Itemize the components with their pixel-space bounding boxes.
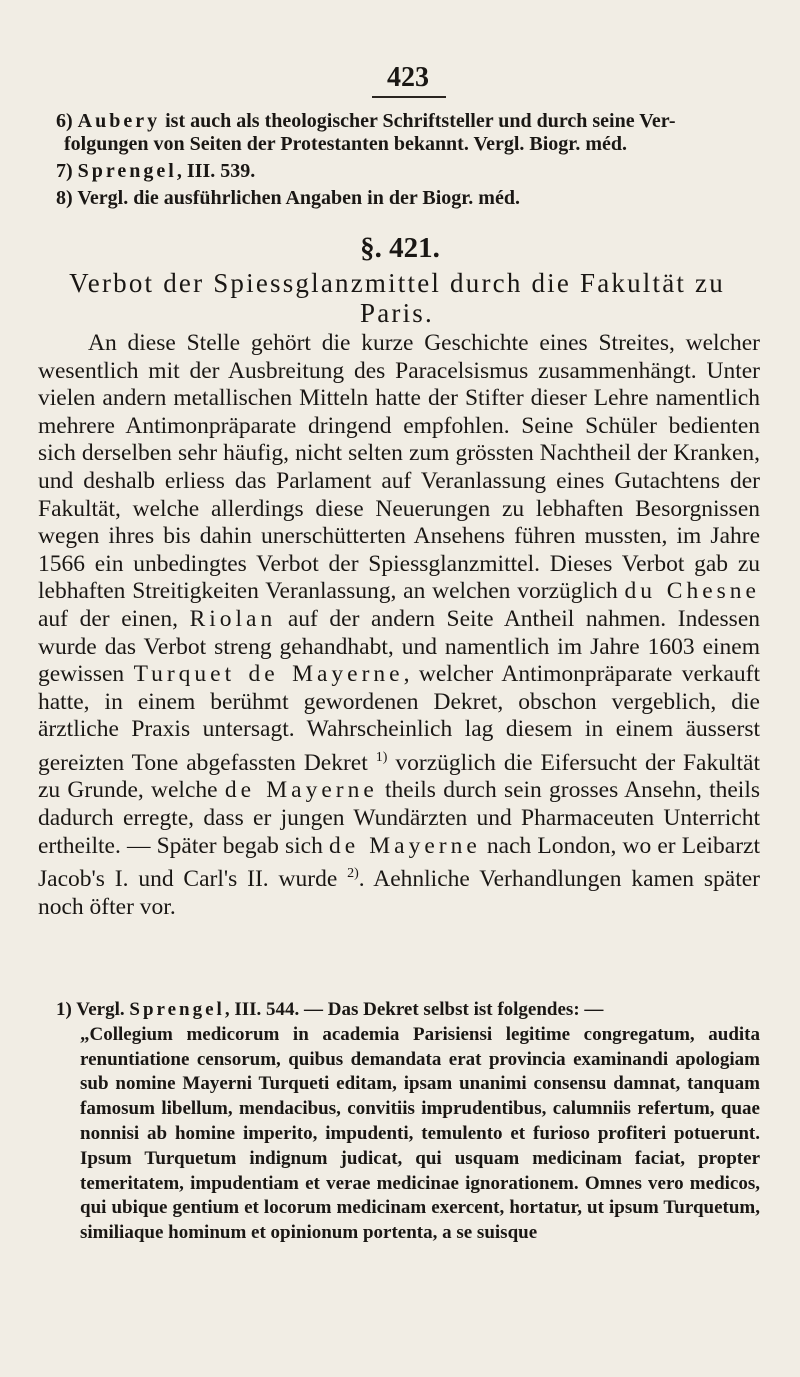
footnote-8 [56,187,756,210]
page-number: 423 [387,62,429,93]
footnote-ref-2: 2) [347,866,359,882]
author-name: Sprengel [129,999,225,1020]
footnote-ref-1: 1) [375,749,388,765]
body-text-4: , welcher Antimonpräparate verkauft hatte, in einem berühmt gewordenen Dekret, obschon vergeblich, die ärztliche Praxis untersagt. Wahrscheinlich lag diesem in einem äusserst gereizten Tone abgefassten Dekret [38,661,761,776]
footnote-text: , III. 539. [176,160,256,182]
top-footnotes [56,110,756,214]
footnote-text: Vergl. die ausführlichen Angaben in der Biogr. méd. [77,187,520,209]
name-mayerne-2: de Mayerne [328,832,481,859]
footnote-7 [56,160,756,183]
footnote-text: ist auch als theologischer Schriftsteller und durch seine Ver- [165,110,676,132]
footnote-number: 8) [56,187,73,209]
name-riolan: Riolan [189,605,277,632]
body-text-1: An diese Stelle gehört die kurze Geschichte eines Streites, welcher wesentlich mit der Ausbreitung des Paracelsismus zusammenhängt. Unter vielen andern metallischen Mitteln hatte der Stifter dieser Lehre namentlich mehrere Antimonpräparate dringend empfohlen. Seine Schüler bedienten sich derselben sehr häufig, nicht selten zum grössten Nachtheil der Kranken, und deshalb erliess das Parlament auf Veranlassung eines Gutachtens der Fakultät, welche allerdings diese Neuerungen zu lebhaften Besorgnissen wegen ihres bis dahin unerschütterten Ansehens führen mussten, im Jahre 1566 ein unbedingtes Verbot der Spiessglanzmittel. Dieses Verbot gab zu lebhaften Streitigkeiten Veranlassung, an welchen vorzüglich [38,330,760,605]
section-title: Verbot der Spiessglanzmittel durch die Fakultät zu Paris. [69,268,725,328]
author-name: Sprengel [77,160,177,182]
author-name: Aubery [77,110,161,132]
body-text-5: vorzüglich die Eifersucht der Fakultät zu Grunde, welche [38,749,761,804]
body-text-6: theils durch sein grosses Ansehn, theils dadurch erregte, dass er jungen Wundärzten und Pharmaceuten Unterricht ertheilte. — Später begab sich [38,777,761,859]
footnote-number: 6) [56,110,73,132]
footnote-lead: Vergl. [76,999,125,1020]
name-turquet: Turquet de Mayerne [133,661,404,688]
main-paragraph [38,330,760,921]
name-du-chesne: du Chesne [624,578,760,605]
footnote-6 [56,110,756,156]
name-mayerne-1: de Mayerne [224,777,378,804]
page-number-rule [372,96,446,98]
footnote-number: 1) [56,999,72,1020]
footnote-1 [56,998,760,1246]
footnote-continuation: folgungen von Seiten der Protestanten bekannt. Vergl. Biogr. méd. [64,133,627,155]
body-text-8: . Aehnliche Verhandlungen kamen später noch öfter vor. [38,865,760,920]
decree-text: „Collegium medicorum in academia Parisiensi legitime congregatum, audita renuntiatione censorum, quibus demandata erat provincia examinandi apologiam sub nomine Mayerni Turqueti editam, ipsam unanimi consensu damnat, tanquam famosum libellum, mendacibus, convitiis imprudentibus, calumniis refertum, quae nonnisi ab homine imperito, impudenti, temulento et furioso profiteri potuerunt. Ipsum Turquetum indignum judicat, qui usquam medicinam faciat, propter temeritatem, impudentiam et verae medicinae ignorationem. Omnes vero medicos, qui ubique gentium et locorum medicinam exercent, hortatur, ut ipsum Turquetum, similiaque hominum et opinionum portenta, a se suisque [80,1023,760,1244]
footnote-number: 7) [56,160,73,182]
body-text-7: nach London, wo er Leibarzt Jacob's I. und Carl's II. wurde [38,832,761,892]
body-text-2: auf der einen, [38,605,178,632]
footnote-ref: , III. 544. — Das Dekret selbst ist folgendes: — [224,999,604,1020]
section-number: §. 421. [360,232,440,264]
body-text-3: auf der andern Seite Antheil nahmen. Indessen wurde das Verbot streng gehandhabt, und namentlich im Jahre 1603 einem gewissen [38,605,761,688]
